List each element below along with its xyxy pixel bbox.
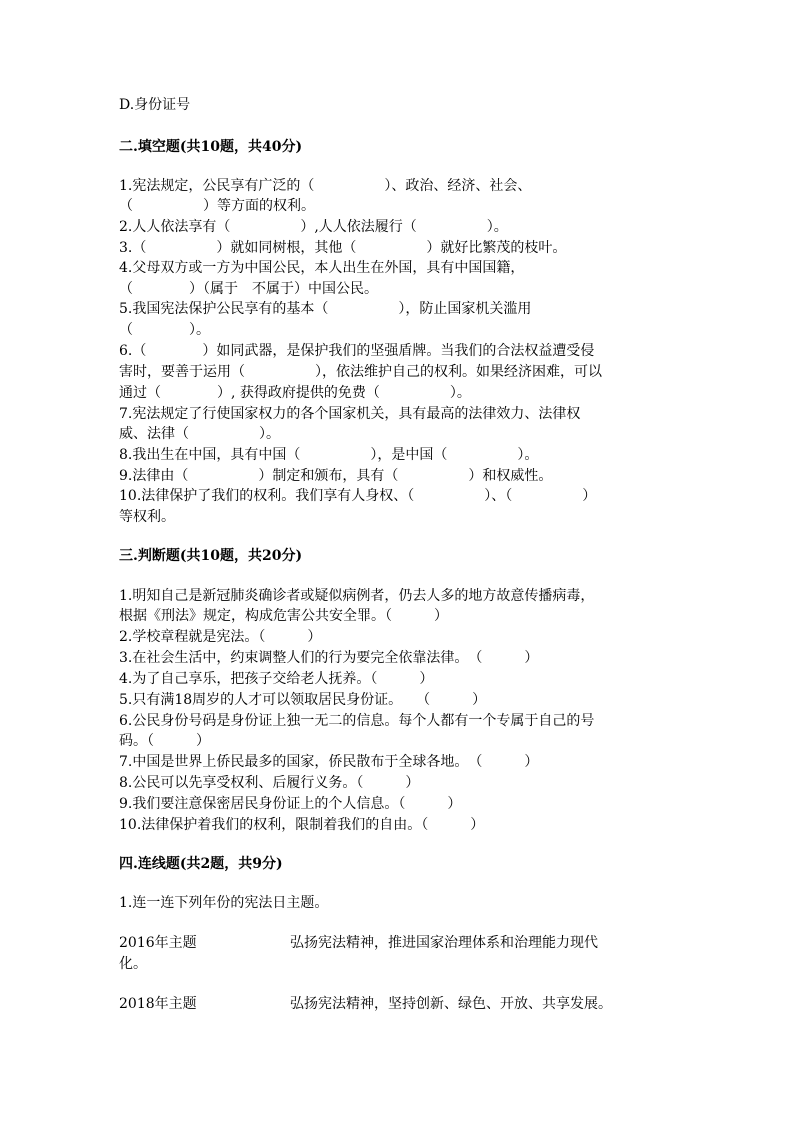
judge-q9: 9.我们要注意保密居民身份证上的个人信息。（ ）	[119, 796, 462, 812]
section3-title: 三.判断题(共10题，共20分)	[119, 548, 303, 564]
section4-title: 四.连线题(共2题，共9分)	[119, 856, 283, 872]
option-d: D.身份证号	[119, 97, 191, 113]
judge-q5: 5.只有满18周岁的人才可以领取居民身份证。 （ ）	[119, 692, 487, 708]
fill-q6-line2: 害时，要善于运用（ ），依法维护自己的权利。如果经济困难，可以	[119, 364, 602, 380]
match-q1: 1.连一连下列年份的宪法日主题。	[119, 895, 329, 911]
fill-q2: 2.人人依法享有（ ）,人人依法履行（ ）。	[119, 219, 508, 235]
match-theme-2016-cont: 化。	[119, 956, 147, 972]
fill-q1-line1: 1.宪法规定，公民享有广泛的（ ）、政治、经济、社会、	[119, 178, 532, 194]
match-theme-2016: 弘扬宪法精神，推进国家治理体系和治理能力现代	[290, 935, 598, 951]
fill-q4-line1: 4.父母双方或一方为中国公民，本人出生在外国，具有中国国籍，	[119, 260, 525, 276]
fill-q9: 9.法律由（ ）制定和颁布，具有（ ）和权威性。	[119, 468, 553, 484]
fill-q8: 8.我出生在中国，具有中国（ ），是中国（ ）。	[119, 447, 539, 463]
judge-q1-line1: 1.明知自己是新冠肺炎确诊者或疑似病例者，仍去人多的地方故意传播病毒，	[119, 588, 595, 604]
fill-q6-line1: 6.（ ）如同武器，是保护我们的坚强盾牌。当我们的合法权益遭受侵	[119, 343, 595, 359]
judge-q6-line1: 6.公民身份号码是身份证上独一无二的信息。每个人都有一个专属于自己的号	[119, 713, 595, 729]
match-year-2016: 2016年主题	[119, 935, 197, 951]
fill-q10-line2: 等权利。	[119, 509, 175, 525]
judge-q10: 10.法律保护着我们的权利，限制着我们的自由。（ ）	[119, 817, 485, 833]
judge-q7: 7.中国是世界上侨民最多的国家，侨民散布于全球各地。 （ ）	[119, 754, 539, 770]
judge-q3: 3.在社会生活中，约束调整人们的行为要完全依靠法律。 （ ）	[119, 650, 539, 666]
fill-q10-line1: 10.法律保护了我们的权利。我们享有人身权、（ ）、（ ）	[119, 488, 597, 504]
fill-q7-line2: 威、法律（ ）。	[119, 426, 280, 442]
fill-q5-line2: （ ）。	[119, 322, 210, 338]
section2-title: 二.填空题(共10题，共40分)	[119, 139, 303, 155]
match-year-2018: 2018年主题	[119, 996, 197, 1012]
fill-q7-line1: 7.宪法规定了行使国家权力的各个国家机关，具有最高的法律效力、法律权	[119, 406, 581, 422]
match-theme-2018: 弘扬宪法精神，坚持创新、绿色、开放、共享发展。	[290, 996, 612, 1012]
judge-q4: 4.为了自己享乐，把孩子交给老人抚养。（ ）	[119, 671, 434, 687]
fill-q5-line1: 5.我国宪法保护公民享有的基本（ ），防止国家机关滥用	[119, 301, 532, 317]
fill-q4-line2: （ ）（属于 不属于）中国公民。	[119, 281, 378, 297]
judge-q2: 2.学校章程就是宪法。（ ）	[119, 629, 322, 645]
judge-q1-line2: 根据《刑法》规定，构成危害公共安全罪。（ ）	[119, 608, 448, 624]
fill-q3: 3.（ ）就如同树根，其他（ ）就好比繁茂的枝叶。	[119, 240, 567, 256]
judge-q8: 8.公民可以先享受权利、后履行义务。（ ）	[119, 775, 420, 791]
fill-q1-line2: （ ）等方面的权利。	[119, 198, 315, 214]
fill-q6-line3: 通过（ ）, 获得政府提供的免费（ ）。	[119, 385, 471, 401]
judge-q6-line2: 码。（ ）	[119, 733, 210, 749]
